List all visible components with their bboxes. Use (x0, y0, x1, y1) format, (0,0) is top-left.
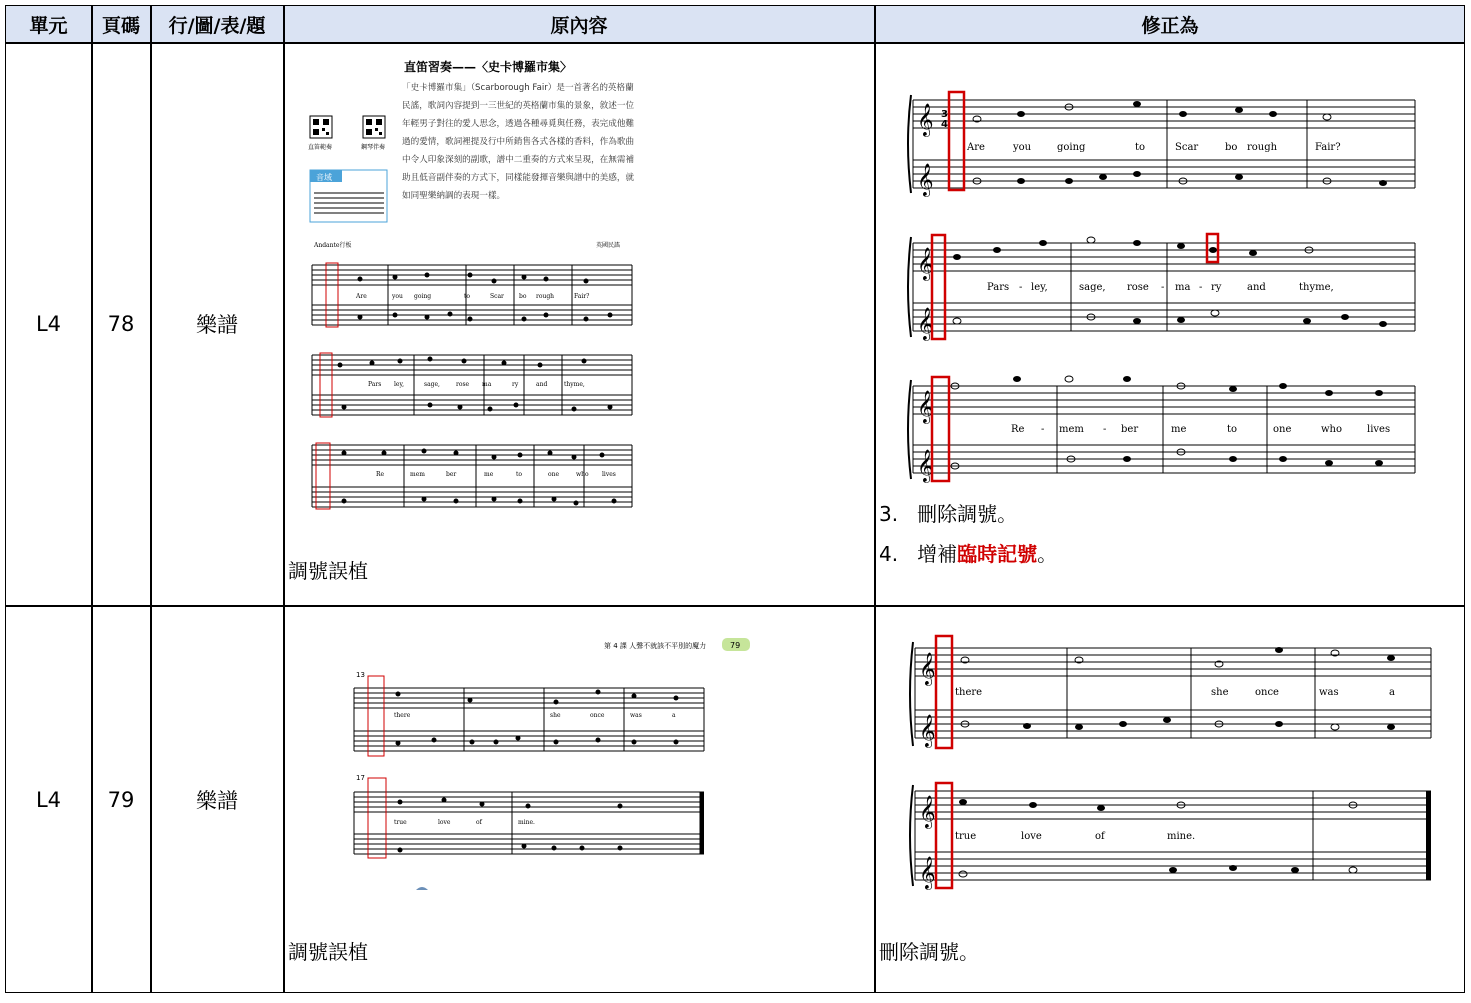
svg-text:𝄞: 𝄞 (917, 449, 934, 482)
svg-text:ma: ma (482, 381, 492, 388)
svg-text:and: and (1247, 282, 1266, 293)
row1-kind: 樂譜 (196, 313, 238, 337)
svg-text:a: a (672, 712, 676, 719)
row2-page: 79 (107, 787, 135, 812)
svg-text:sage,: sage, (424, 381, 440, 388)
header-kind: 行/圖/表/題 (168, 14, 266, 37)
svg-text:-: - (1019, 282, 1023, 293)
svg-text:thyme,: thyme, (564, 381, 585, 388)
corrected-score-p79 (875, 606, 1465, 896)
svg-text:bo: bo (1225, 142, 1238, 153)
header-unit: 單元 (29, 14, 68, 37)
svg-text:Are: Are (967, 142, 985, 153)
row1-unit: L4 (35, 312, 62, 336)
lyrics-line (376, 471, 616, 478)
svg-text:who: who (576, 471, 589, 478)
svg-text:Fair?: Fair? (1315, 142, 1341, 153)
svg-text:ma: ma (1175, 282, 1191, 293)
svg-text:ley,: ley, (1031, 282, 1048, 293)
svg-text:Scar: Scar (490, 293, 504, 300)
svg-text:Scar: Scar (1175, 142, 1199, 153)
svg-text:Re: Re (1011, 424, 1025, 435)
lyrics-line (355, 293, 589, 300)
lyrics-line (394, 819, 535, 826)
key-signature-box (932, 235, 945, 339)
svg-text:mine.: mine. (1167, 831, 1196, 842)
svg-text:mem: mem (1059, 424, 1084, 435)
page-header: 第 4 課 人聲不就該不平別的魔力 (604, 642, 707, 650)
svg-text:lives: lives (1367, 424, 1391, 435)
svg-text:ley,: ley, (394, 381, 404, 388)
svg-text:rose: rose (456, 381, 470, 388)
key-signature-box (320, 353, 332, 417)
final-barline (1426, 791, 1431, 880)
svg-text:to: to (516, 471, 523, 478)
tempo-marking: Andante行板 (314, 242, 352, 249)
measure-number: 13 (356, 671, 365, 679)
svg-text:𝄞: 𝄞 (917, 307, 934, 340)
corrected-score-p78 (875, 43, 1465, 483)
qr-code-icon (310, 116, 332, 138)
svg-text:Are: Are (356, 293, 367, 300)
lyrics-line (1011, 424, 1390, 435)
svg-text:there: there (955, 687, 983, 698)
svg-text:thyme,: thyme, (1299, 282, 1334, 293)
svg-text:𝄞: 𝄞 (917, 390, 934, 423)
svg-text:true: true (394, 819, 407, 826)
highlight-text: 臨時記號 (957, 542, 1038, 566)
svg-text:Pars: Pars (368, 381, 382, 388)
svg-text:to: to (464, 293, 471, 300)
lyrics-line (966, 142, 1341, 153)
treble-clef-icon: 𝄞 (917, 163, 934, 196)
svg-text:love: love (1021, 831, 1042, 842)
key-signature-box (936, 783, 952, 888)
svg-text:she: she (550, 712, 561, 719)
svg-text:-: - (1041, 424, 1045, 435)
row2-original-note: 調號誤植 (288, 940, 368, 964)
key-signature-box (316, 443, 330, 509)
qr1-label: 直笛範奏 (308, 144, 333, 151)
svg-text:once: once (1255, 687, 1279, 698)
lyrics-line (394, 712, 676, 719)
svg-text:rough: rough (536, 293, 555, 300)
svg-text:of: of (476, 819, 482, 826)
svg-text:who: who (1321, 424, 1343, 435)
row1-corrected-note-4: 4. 增補臨時記號。 (879, 542, 1058, 566)
origin-label: 英國民謠 (596, 242, 621, 249)
svg-text:Fair?: Fair? (574, 293, 590, 300)
svg-text:Re: Re (376, 471, 385, 478)
staff-system (354, 688, 704, 751)
svg-text:to: to (1227, 424, 1238, 435)
svg-text:you: you (392, 293, 403, 300)
svg-text:going: going (1057, 142, 1086, 153)
svg-text:rough: rough (1247, 142, 1278, 153)
lyrics-line (955, 687, 1395, 698)
svg-text:𝄞: 𝄞 (917, 247, 934, 280)
original-score-p79 (284, 606, 874, 936)
header-corrected: 修正為 (1141, 14, 1199, 37)
svg-text:𝄞: 𝄞 (919, 652, 936, 685)
svg-text:bo: bo (519, 293, 527, 300)
svg-text:there: there (394, 712, 411, 719)
key-signature-box (368, 778, 386, 858)
svg-text:4: 4 (941, 119, 948, 130)
row1-corrected-note-3: 3. 刪除調號。 (879, 502, 1018, 526)
excerpt-body: 「史卡博羅市集」（Scarborough Fair）是一首著名的英格蘭民謠，歌詞內容提到一三世紀的英格蘭市集的景象，敘述一位年輕男子對往的愛人思念，透過各種尋覓與任務，表完成他難過的愛情，歌詞裡提及行中所銷售各式各樣的香料，作為歌曲中令人印象深刻的副歌，譜中二重奏的方式來呈現，在無需補助且低音副伴奏的方式下，同樣能發揮音樂與譜中的美感，就如同聖樂納調的表現一樣。 (402, 83, 635, 201)
header-page: 頁碼 (101, 14, 140, 37)
range-label: 音域 (316, 173, 332, 182)
qr-code-icon (363, 116, 385, 138)
svg-text:a: a (1389, 687, 1395, 698)
final-barline (700, 792, 704, 854)
svg-text:3: 3 (941, 109, 948, 120)
svg-text:mine.: mine. (518, 819, 535, 826)
svg-text:was: was (1319, 687, 1339, 698)
svg-text:ry: ry (512, 381, 519, 388)
lyrics-line (368, 381, 585, 388)
svg-text:𝄞: 𝄞 (919, 714, 936, 747)
svg-text:-: - (1161, 282, 1165, 293)
qr2-label: 鋼琴伴奏 (361, 144, 386, 151)
svg-text:ber: ber (446, 471, 457, 478)
original-score-p78 (284, 43, 874, 605)
row1-page: 78 (107, 312, 135, 336)
svg-text:ber: ber (1121, 424, 1139, 435)
svg-text:and: and (536, 381, 548, 388)
header-original: 原內容 (550, 14, 608, 37)
svg-text:lives: lives (602, 471, 616, 478)
row2-kind: 樂譜 (196, 788, 238, 813)
svg-text:me: me (1171, 424, 1187, 435)
svg-text:going: going (414, 293, 432, 300)
measure-number: 17 (356, 774, 365, 782)
svg-text:sage,: sage, (1079, 282, 1106, 293)
key-signature-box (326, 263, 338, 327)
svg-text:of: of (1095, 831, 1105, 842)
svg-text:one: one (1273, 424, 1292, 435)
svg-text:ry: ry (1211, 282, 1222, 293)
svg-text:one: one (548, 471, 560, 478)
lyrics-line (987, 282, 1334, 293)
svg-text:once: once (590, 712, 605, 719)
svg-text:𝄞: 𝄞 (919, 795, 936, 828)
decoration-icon (416, 887, 428, 890)
svg-text:-: - (1103, 424, 1107, 435)
svg-text:you: you (1013, 142, 1032, 153)
row2-unit: L4 (35, 787, 62, 812)
excerpt-title: 直笛習奏——〈史卡博羅市集〉 (404, 60, 573, 74)
svg-text:mem: mem (410, 471, 425, 478)
svg-text:rose: rose (1127, 282, 1149, 293)
svg-text:Pars: Pars (987, 282, 1010, 293)
svg-text:love: love (438, 819, 451, 826)
svg-text:𝄞: 𝄞 (919, 856, 936, 889)
svg-text:me: me (484, 471, 494, 478)
lyrics-line (955, 831, 1195, 842)
page-number: 79 (730, 641, 741, 650)
svg-text:-: - (1199, 282, 1203, 293)
svg-text:she: she (1211, 687, 1229, 698)
row1-original-note: 調號誤植 (288, 559, 368, 583)
svg-text:was: was (630, 712, 642, 719)
svg-text:true: true (955, 831, 977, 842)
row2-corrected-note: 刪除調號。 (879, 940, 979, 964)
treble-clef-icon: 𝄞 (917, 103, 934, 136)
svg-text:to: to (1135, 142, 1146, 153)
